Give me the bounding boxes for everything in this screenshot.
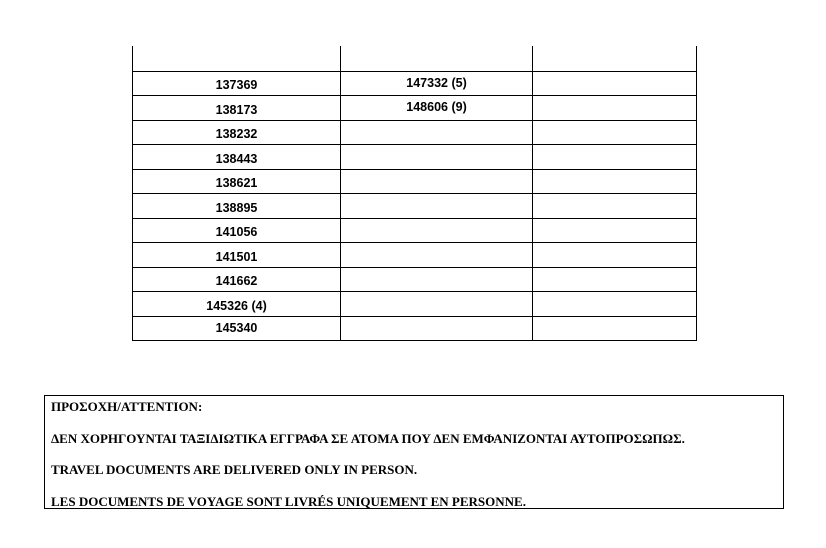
table-row: [133, 194, 697, 219]
table-cell-col3: [533, 46, 697, 71]
table-cell-col2: [341, 145, 533, 170]
table-cell-col2: 147332 (5): [341, 71, 533, 96]
table-cell-col1: 145340: [133, 316, 341, 341]
table-row: [133, 145, 697, 170]
table-cell-col2: [341, 267, 533, 292]
reference-table: [132, 46, 697, 341]
table-row: [133, 316, 697, 341]
table-row: [133, 96, 697, 121]
table-cell-col3: [533, 120, 697, 145]
table-cell-col2: [341, 194, 533, 219]
table-cell-col3: [533, 145, 697, 170]
table-cell-col2: [341, 218, 533, 243]
table-cell-col2: [341, 169, 533, 194]
table-cell-col3: [533, 194, 697, 219]
table-cell-col3: [533, 71, 697, 96]
table-row: [133, 71, 697, 96]
table-cell-col2: [341, 243, 533, 268]
table-cell-col3: [533, 169, 697, 194]
table-row: [133, 292, 697, 317]
table-row: [133, 243, 697, 268]
table-cell-col1: 138621: [133, 169, 341, 194]
table-cell-col1: 137369: [133, 71, 341, 96]
table-cell-col1: 145326 (4): [133, 292, 341, 317]
table-cell-col2: [341, 46, 533, 71]
table-cell-col1: 138173: [133, 96, 341, 121]
table-cell-col1: 141501: [133, 243, 341, 268]
attention-line-greek: ΔΕΝ ΧΟΡΗΓΟΥΝΤΑΙ ΤΑΞΙΔΙΩΤΙΚΑ ΕΓΓΡΑΦΑ ΣΕ ΑΤΟΜΑ ΠΟΥ ΔΕΝ ΕΜΦΑΝΙΖΟΝΤΑΙ ΑΥΤΟΠΡΟΣΩΠΩΣ.: [51, 430, 685, 446]
table-row: [133, 120, 697, 145]
table-cell-col3: [533, 292, 697, 317]
attention-line-english: TRAVEL DOCUMENTS ARE DELIVERED ONLY IN PERSON.: [51, 462, 418, 477]
table-cell-col1: 138232: [133, 120, 341, 145]
table-cell-col3: [533, 218, 697, 243]
table-row: [133, 169, 697, 194]
table-cell-col2: 148606 (9): [341, 96, 533, 121]
attention-notice-box: [44, 395, 784, 509]
table-cell-col3: [533, 96, 697, 121]
table-cell-col2: [341, 316, 533, 341]
table-cell-col2: [341, 120, 533, 145]
table-cell-col1: [133, 46, 341, 71]
table-row: [133, 267, 697, 292]
table-cell-col3: [533, 243, 697, 268]
table-cell-col2: [341, 292, 533, 317]
table-cell-col1: 141662: [133, 267, 341, 292]
table-cell-col3: [533, 316, 697, 341]
table-cell-col1: 138895: [133, 194, 341, 219]
table-cell-col1: 138443: [133, 145, 341, 170]
table-cell-col3: [533, 267, 697, 292]
attention-heading: ΠΡΟΣΟΧΗ/ATTENTION:: [51, 399, 203, 414]
reference-number-table: [132, 46, 696, 341]
table-row: [133, 218, 697, 243]
attention-line-french: LES DOCUMENTS DE VOYAGE SONT LIVRÉS UNIQUEMENT EN PERSONNE.: [51, 493, 526, 509]
table-cell-col1: 141056: [133, 218, 341, 243]
table-row: [133, 46, 697, 71]
